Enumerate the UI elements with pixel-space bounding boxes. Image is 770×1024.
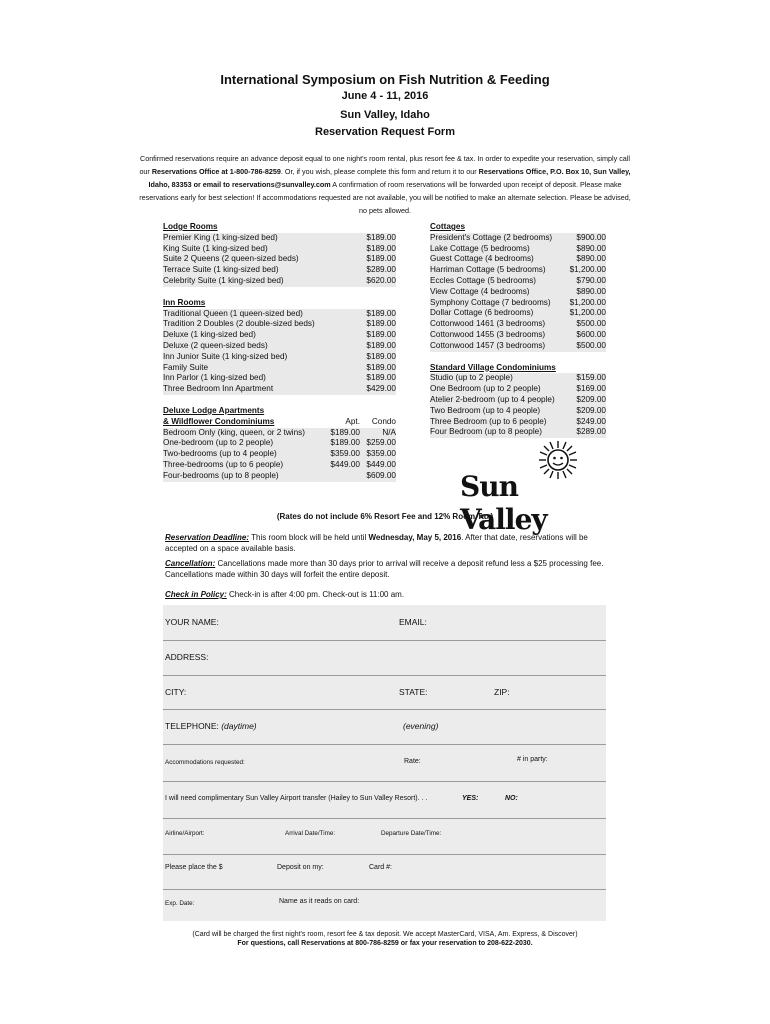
page-title: International Symposium on Fish Nutrition & Feeding (220, 72, 550, 87)
rate-row: Inn Parlor (1 king-sized bed) $189.00 (163, 373, 396, 383)
accommodations-field[interactable]: Accommodations requested: (165, 759, 245, 766)
rate-row: Harriman Cottage (5 bedrooms) $1,200.00 (430, 265, 606, 275)
address-field[interactable]: ADDRESS: (165, 652, 209, 662)
cancellation-text: Cancellations made more than 30 days prior to arrival will receive a deposit refund less a $25 processing fee. Cancellations made within 30 days will forfeit the entire deposit. (165, 559, 604, 579)
rate-row: One Bedroom (up to 2 people) $169.00 (430, 384, 606, 394)
col-apt: Apt. (345, 416, 360, 426)
rate-row: Tradition 2 Doubles (2 double-sized beds) $189.00 (163, 319, 396, 329)
col-condo: Condo (371, 416, 396, 426)
rate-row: Four-bedrooms (up to 8 people) $609.00 (163, 470, 396, 480)
rate-row: Deluxe (1 king-sized bed) $189.00 (163, 330, 396, 340)
deluxe-list (163, 428, 396, 482)
telephone-evening-field[interactable]: (evening) (403, 721, 439, 731)
deluxe-title-1: Deluxe Lodge Apartments (163, 405, 265, 415)
intro-text-3: A confirmation of room reservations will be forwarded upon receipt of deposit. Please make reservations early for best selection! If accommodations requested are not available, you will be notified to make an alternate selection. Please be advised, no pets allowed. (139, 180, 631, 215)
rate-row: King Suite (1 king-sized bed) $189.00 (163, 243, 396, 253)
departure-field[interactable]: Departure Date/Time: (381, 830, 442, 837)
rate-row: Inn Junior Suite (1 king-sized bed) $189.00 (163, 351, 396, 361)
event-location: Sun Valley, Idaho (340, 109, 430, 121)
rate-row: Atelier 2-bedroom (up to 4 people) $209.00 (430, 394, 606, 404)
standard-title: Standard Village Condominiums (430, 362, 556, 372)
deadline-paragraph (165, 533, 605, 554)
telephone-row[interactable] (163, 709, 606, 745)
lodge-rooms-title: Lodge Rooms (163, 222, 218, 231)
inn-rooms-title: Inn Rooms (163, 297, 206, 307)
rate-row: Bedroom Only (king, queen, or 2 twins) $189.00 N/A (163, 427, 396, 437)
transfer-row[interactable] (163, 781, 606, 819)
checkin-paragraph (165, 590, 605, 601)
rate-row: Cottonwood 1461 (3 bedrooms) $500.00 (430, 319, 606, 329)
rate-row: View Cottage (4 bedrooms) $890.00 (430, 286, 606, 296)
rate-row: Studio (up to 2 people) $159.00 (430, 373, 606, 383)
rate-row: Cottonwood 1455 (3 bedrooms) $600.00 (430, 329, 606, 339)
right-rates-column (430, 222, 606, 438)
rate-row: Eccles Cottage (5 bedrooms) $790.00 (430, 275, 606, 285)
cancellation-paragraph (165, 559, 605, 580)
intro-address: Reservations Office, P.O. Box 10, Sun Valley, Idaho, 83353 or email to reservations@sunvalley.com (148, 167, 631, 189)
rate-row: Family Suite $189.00 (163, 362, 396, 372)
arrival-field[interactable]: Arrival Date/Time: (285, 830, 336, 837)
deadline-date: Wednesday, May 5, 2016 (368, 533, 462, 542)
deadline-label: Reservation Deadline: (165, 533, 250, 542)
rate-row: President's Cottage (2 bedrooms) $900.00 (430, 232, 606, 242)
state-field[interactable]: STATE: (399, 687, 428, 697)
rate-row: Two-bedrooms (up to 4 people) $359.00 $359.00 (163, 449, 396, 459)
form-title: Reservation Request Form (315, 126, 455, 138)
intro-text-2: . Or, if you wish, please complete this form and return it to our (280, 167, 479, 176)
daytime-label: (daytime) (221, 721, 257, 731)
card-details-row[interactable] (163, 889, 606, 921)
rate-row: Dollar Cottage (6 bedrooms) $1,200.00 (430, 308, 606, 318)
deposit-card-type-field[interactable]: Deposit on my: (277, 864, 324, 871)
rate-row: Symphony Cottage (7 bedrooms) $1,200.00 (430, 297, 606, 307)
reservation-form (163, 605, 606, 921)
deadline-text-1: This room block will be held until (249, 533, 369, 542)
deposit-row[interactable] (163, 854, 606, 890)
party-size-field[interactable]: # in party: (517, 756, 548, 763)
rate-row: Lake Cottage (5 bedrooms) $890.00 (430, 243, 606, 253)
rate-row: One-bedroom (up to 2 people) $189.00 $259.00 (163, 438, 396, 448)
deluxe-section (163, 406, 396, 482)
rate-row: Premier King (1 king-sized bed) $189.00 (163, 232, 396, 242)
transfer-label: I will need complimentary Sun Valley Airport transfer (Hailey to Sun Valley Resort). . . (165, 795, 428, 802)
rate-row: Terrace Suite (1 king-sized bed) $289.00 (163, 265, 396, 275)
rate-row: Suite 2 Queens (2 queen-sized beds) $189.00 (163, 254, 396, 264)
name-email-row[interactable] (163, 605, 606, 641)
sun-valley-logo (460, 440, 578, 536)
rate-row: Guest Cottage (4 bedrooms) $890.00 (430, 254, 606, 264)
name-field[interactable]: YOUR NAME: (165, 617, 219, 627)
left-rates-column (163, 222, 396, 482)
lodge-rooms-list (163, 233, 396, 287)
cottages-list (430, 233, 606, 352)
checkin-text: Check-in is after 4:00 pm. Check-out is 11:00 am. (226, 590, 405, 599)
rate-row: Three Bedroom (up to 6 people) $249.00 (430, 416, 606, 426)
email-field[interactable]: EMAIL: (399, 617, 427, 627)
city-row[interactable] (163, 675, 606, 710)
deluxe-header-row (163, 417, 396, 428)
city-field[interactable]: CITY: (165, 687, 187, 697)
logo-wordmark: Sun Valley (460, 470, 547, 536)
rate-row: Cottonwood 1457 (3 bedrooms) $500.00 (430, 340, 606, 350)
rate-row: Three-bedrooms (up to 6 people) $449.00 $449.00 (163, 459, 396, 469)
rate-row: Three Bedroom Inn Apartment $429.00 (163, 384, 396, 394)
deadline-text-2: . After that date, reservations will be accepted on a space available basis. (165, 533, 588, 553)
inn-rooms-list (163, 309, 396, 395)
name-on-card-field[interactable]: Name as it reads on card: (279, 898, 360, 905)
deluxe-title-2: & Wildflower Condominiums (163, 416, 275, 426)
rate-row: Two Bedroom (up to 4 people) $209.00 (430, 405, 606, 415)
exp-date-field[interactable]: Exp. Date: (165, 900, 195, 907)
airline-field[interactable]: Airline/Airport: (165, 830, 205, 837)
accommodations-row[interactable] (163, 744, 606, 782)
transfer-yes-option[interactable]: YES: (462, 795, 479, 802)
rate-row: Celebrity Suite (1 king-sized bed) $620.00 (163, 275, 396, 285)
rate-row: Deluxe (2 queen-sized beds) $189.00 (163, 340, 396, 350)
card-number-field[interactable]: Card #: (369, 864, 392, 871)
rate-row: Traditional Queen (1 queen-sized bed) $189.00 (163, 308, 396, 318)
deposit-amount-field[interactable]: Please place the $ (165, 864, 223, 871)
intro-phone: Reservations Office at 1-800-786-8259 (151, 167, 281, 176)
cancellation-label: Cancellation: (165, 559, 216, 568)
footer-contact: For questions, call Reservations at 800-786-8259 or fax your reservation to 208-622-2030. (237, 940, 533, 947)
travel-row[interactable] (163, 818, 606, 855)
telephone-label: TELEPHONE: (165, 721, 222, 731)
zip-field[interactable]: ZIP: (494, 687, 510, 697)
intro-paragraph (135, 152, 635, 217)
footer-card-note: (Card will be charged the first night's room, resort fee & tax deposit. We accept MasterCard, VISA, Am. Express, & Discover) (192, 931, 578, 938)
intro-text-1: Confirmed reservations require an advance deposit equal to one night's room rental, plus resort fee & tax. In order to expedite your reservation, simply call our (139, 154, 630, 176)
standard-list (430, 373, 606, 438)
transfer-no-option[interactable]: NO: (505, 795, 518, 802)
cottages-title: Cottages (430, 222, 466, 231)
telephone-daytime-field[interactable] (165, 721, 257, 731)
event-dates: June 4 - 11, 2016 (341, 90, 429, 102)
rate-row: Four Bedroom (up to 8 people) $289.00 (430, 427, 606, 437)
address-row[interactable] (163, 640, 606, 676)
checkin-label: Check in Policy: (165, 590, 227, 599)
rate-field[interactable]: Rate: (404, 758, 421, 765)
rates-note: (Rates do not include 6% Resort Fee and 12% Room Tax) (276, 512, 494, 521)
